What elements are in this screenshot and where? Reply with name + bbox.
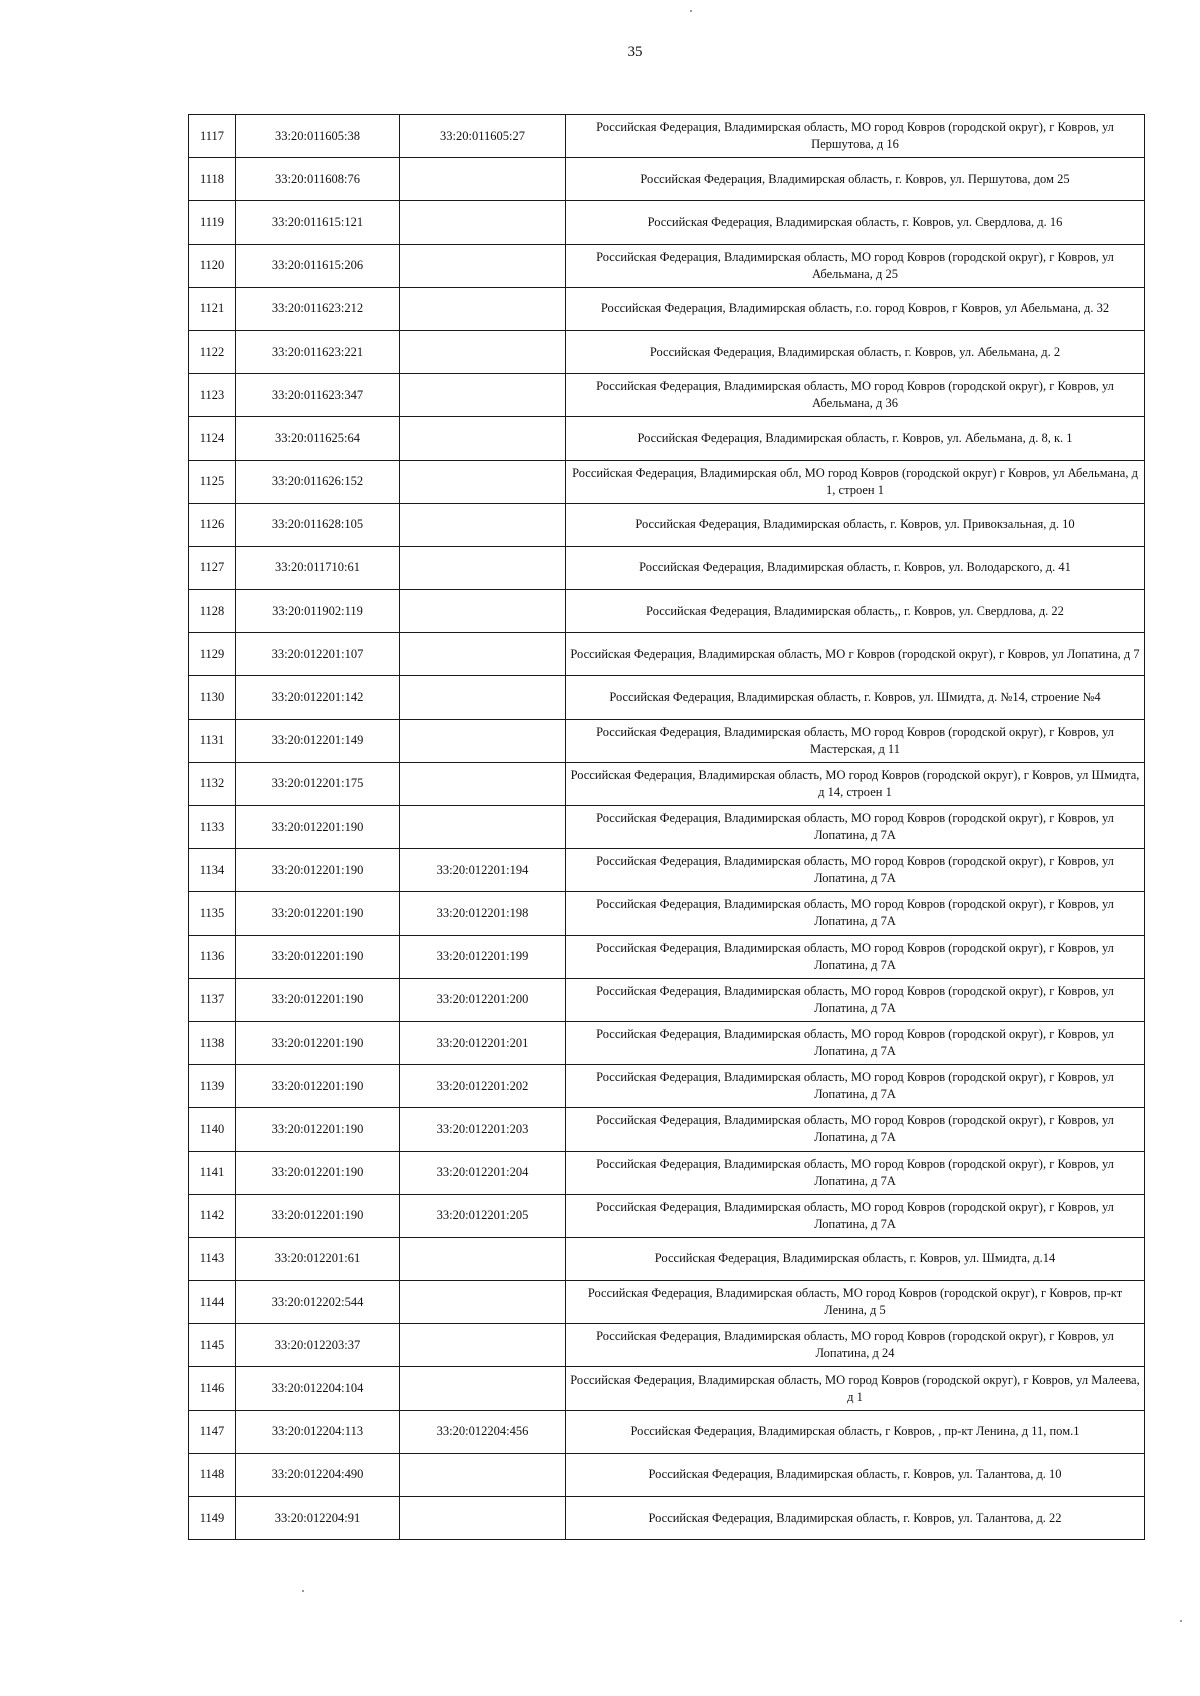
cadastral-number: 33:20:012201:107	[236, 633, 400, 676]
address: Российская Федерация, Владимирская область,, г. Ковров, ул. Свердлова, д. 22	[566, 590, 1145, 633]
address: Российская Федерация, Владимирская область, г. Ковров, ул. Свердлова, д. 16	[566, 201, 1145, 244]
address: Российская Федерация, Владимирская область, г.о. город Ковров, г Ковров, ул Абельмана, д. 32	[566, 287, 1145, 330]
cadastral-number: 33:20:012201:190	[236, 806, 400, 849]
cadastral-number: 33:20:011628:105	[236, 503, 400, 546]
row-number: 1123	[189, 374, 236, 417]
row-number: 1148	[189, 1453, 236, 1496]
address: Российская Федерация, Владимирская область, г. Ковров, ул. Шмидта, д. №14, строение №4	[566, 676, 1145, 719]
row-number: 1137	[189, 978, 236, 1021]
table-row	[189, 1108, 1145, 1151]
table-row	[189, 546, 1145, 589]
address: Российская Федерация, Владимирская область, МО город Ковров (городской округ), г Ковров, ул Абельмана, д 36	[566, 374, 1145, 417]
table-row	[189, 374, 1145, 417]
row-number: 1126	[189, 503, 236, 546]
address: Российская Федерация, Владимирская область, МО город Ковров (городской округ), г Ковров, ул Абельмана, д 25	[566, 244, 1145, 287]
table-row	[189, 330, 1145, 373]
table-row	[189, 1324, 1145, 1367]
row-number: 1125	[189, 460, 236, 503]
row-number: 1129	[189, 633, 236, 676]
address: Российская Федерация, Владимирская область, МО город Ковров (городской округ), г Ковров, ул Лопатина, д 7А	[566, 1108, 1145, 1151]
row-number: 1133	[189, 806, 236, 849]
related-cadastral-number: 33:20:011605:27	[400, 115, 566, 158]
cadastral-number: 33:20:011623:221	[236, 330, 400, 373]
related-cadastral-number: 33:20:012201:199	[400, 935, 566, 978]
row-number: 1127	[189, 546, 236, 589]
related-cadastral-number	[400, 201, 566, 244]
row-number: 1117	[189, 115, 236, 158]
row-number: 1121	[189, 287, 236, 330]
row-number: 1128	[189, 590, 236, 633]
related-cadastral-number	[400, 503, 566, 546]
row-number: 1122	[189, 330, 236, 373]
cadastral-number: 33:20:011902:119	[236, 590, 400, 633]
address: Российская Федерация, Владимирская область, МО город Ковров (городской округ), г Ковров, ул Малеева, д 1	[566, 1367, 1145, 1410]
table-row	[189, 115, 1145, 158]
table-row	[189, 676, 1145, 719]
table-row	[189, 978, 1145, 1021]
address: Российская Федерация, Владимирская область, МО город Ковров (городской округ), г Ковров, ул Лопатина, д 7А	[566, 1021, 1145, 1064]
table-row	[189, 1021, 1145, 1064]
cadastral-number: 33:20:011625:64	[236, 417, 400, 460]
cadastral-number: 33:20:012201:190	[236, 1065, 400, 1108]
related-cadastral-number	[400, 633, 566, 676]
related-cadastral-number: 33:20:012201:198	[400, 892, 566, 935]
table-row	[189, 719, 1145, 762]
address: Российская Федерация, Владимирская область, МО город Ковров (городской округ), г Ковров, ул Лопатина, д 7А	[566, 1065, 1145, 1108]
related-cadastral-number: 33:20:012201:204	[400, 1151, 566, 1194]
cadastral-number: 33:20:012201:190	[236, 1151, 400, 1194]
row-number: 1124	[189, 417, 236, 460]
row-number: 1146	[189, 1367, 236, 1410]
related-cadastral-number: 33:20:012201:200	[400, 978, 566, 1021]
address: Российская Федерация, Владимирская область, МО город Ковров (городской округ), г Ковров, ул Лопатина, д 7А	[566, 935, 1145, 978]
table-row	[189, 201, 1145, 244]
address: Российская Федерация, Владимирская область, МО город Ковров (городской округ), г Ковров, ул Лопатина, д 7А	[566, 1194, 1145, 1237]
cadastral-number: 33:20:012204:104	[236, 1367, 400, 1410]
row-number: 1135	[189, 892, 236, 935]
row-number: 1131	[189, 719, 236, 762]
address: Российская Федерация, Владимирская область, МО город Ковров (городской округ), г Ковров, ул Лопатина, д 7А	[566, 1151, 1145, 1194]
related-cadastral-number	[400, 719, 566, 762]
registry-table	[188, 114, 1145, 1540]
cadastral-number: 33:20:012203:37	[236, 1324, 400, 1367]
row-number: 1138	[189, 1021, 236, 1064]
address: Российская Федерация, Владимирская область, МО город Ковров (городской округ), г Ковров, пр-кт Ленина, д 5	[566, 1281, 1145, 1324]
cadastral-number: 33:20:012201:190	[236, 978, 400, 1021]
table-row	[189, 806, 1145, 849]
cadastral-number: 33:20:012201:149	[236, 719, 400, 762]
table-row	[189, 762, 1145, 805]
address: Российская Федерация, Владимирская область, МО город Ковров (городской округ), г Ковров, ул Шмидта, д 14, строен 1	[566, 762, 1145, 805]
cadastral-number: 33:20:012204:113	[236, 1410, 400, 1453]
related-cadastral-number	[400, 287, 566, 330]
address: Российская Федерация, Владимирская область, г. Ковров, ул. Володарского, д. 41	[566, 546, 1145, 589]
table-row	[189, 892, 1145, 935]
cadastral-number: 33:20:012201:190	[236, 1108, 400, 1151]
address: Российская Федерация, Владимирская область, г. Ковров, ул. Абельмана, д. 2	[566, 330, 1145, 373]
related-cadastral-number: 33:20:012201:205	[400, 1194, 566, 1237]
table-row	[189, 1367, 1145, 1410]
related-cadastral-number	[400, 762, 566, 805]
address: Российская Федерация, Владимирская обл, МО город Ковров (городской округ) г Ковров, ул Абельмана, д 1, строен 1	[566, 460, 1145, 503]
row-number: 1140	[189, 1108, 236, 1151]
address: Российская Федерация, Владимирская область, МО город Ковров (городской округ), г Ковров, ул Лопатина, д 7А	[566, 892, 1145, 935]
table-row	[189, 417, 1145, 460]
related-cadastral-number	[400, 460, 566, 503]
cadastral-number: 33:20:011623:347	[236, 374, 400, 417]
cadastral-number: 33:20:012204:490	[236, 1453, 400, 1496]
row-number: 1130	[189, 676, 236, 719]
related-cadastral-number	[400, 1237, 566, 1280]
address: Российская Федерация, Владимирская область, МО г Ковров (городской округ), г Ковров, ул Лопатина, д 7	[566, 633, 1145, 676]
cadastral-number: 33:20:012202:544	[236, 1281, 400, 1324]
related-cadastral-number	[400, 244, 566, 287]
address: Российская Федерация, Владимирская область, МО город Ковров (городской округ), г Ковров, ул Лопатина, д 7А	[566, 849, 1145, 892]
address: Российская Федерация, Владимирская область, г. Ковров, ул. Шмидта, д.14	[566, 1237, 1145, 1280]
row-number: 1143	[189, 1237, 236, 1280]
related-cadastral-number	[400, 158, 566, 201]
related-cadastral-number: 33:20:012201:203	[400, 1108, 566, 1151]
cadastral-number: 33:20:011605:38	[236, 115, 400, 158]
table-row	[189, 1410, 1145, 1453]
related-cadastral-number	[400, 1367, 566, 1410]
related-cadastral-number	[400, 590, 566, 633]
row-number: 1136	[189, 935, 236, 978]
related-cadastral-number	[400, 806, 566, 849]
related-cadastral-number	[400, 1453, 566, 1496]
row-number: 1141	[189, 1151, 236, 1194]
table-row	[189, 503, 1145, 546]
table-row	[189, 244, 1145, 287]
row-number: 1149	[189, 1497, 236, 1540]
related-cadastral-number	[400, 417, 566, 460]
row-number: 1144	[189, 1281, 236, 1324]
registry-body	[189, 115, 1145, 1540]
cadastral-number: 33:20:012201:61	[236, 1237, 400, 1280]
cadastral-number: 33:20:012201:175	[236, 762, 400, 805]
scan-speck	[302, 1590, 304, 1592]
cadastral-number: 33:20:011608:76	[236, 158, 400, 201]
cadastral-number: 33:20:011626:152	[236, 460, 400, 503]
address: Российская Федерация, Владимирская область, г. Ковров, ул. Талантова, д. 22	[566, 1497, 1145, 1540]
row-number: 1118	[189, 158, 236, 201]
address: Российская Федерация, Владимирская область, МО город Ковров (городской округ), г Ковров, ул Мастерская, д 11	[566, 719, 1145, 762]
table-row	[189, 287, 1145, 330]
table-row	[189, 849, 1145, 892]
table-row	[189, 1065, 1145, 1108]
cadastral-number: 33:20:012201:142	[236, 676, 400, 719]
related-cadastral-number	[400, 1497, 566, 1540]
row-number: 1139	[189, 1065, 236, 1108]
row-number: 1120	[189, 244, 236, 287]
table-row	[189, 1497, 1145, 1540]
cadastral-number: 33:20:012201:190	[236, 849, 400, 892]
row-number: 1119	[189, 201, 236, 244]
address: Российская Федерация, Владимирская область, г. Ковров, ул. Привокзальная, д. 10	[566, 503, 1145, 546]
cadastral-number: 33:20:011623:212	[236, 287, 400, 330]
related-cadastral-number: 33:20:012204:456	[400, 1410, 566, 1453]
scan-speck	[1180, 1620, 1182, 1622]
table-row	[189, 1151, 1145, 1194]
table-row	[189, 1453, 1145, 1496]
cadastral-number: 33:20:012201:190	[236, 1021, 400, 1064]
table-row	[189, 158, 1145, 201]
table-row	[189, 1237, 1145, 1280]
cadastral-number: 33:20:011615:121	[236, 201, 400, 244]
row-number: 1147	[189, 1410, 236, 1453]
address: Российская Федерация, Владимирская область, МО город Ковров (городской округ), г Ковров, ул Лопатина, д 24	[566, 1324, 1145, 1367]
related-cadastral-number	[400, 374, 566, 417]
cadastral-number: 33:20:012204:91	[236, 1497, 400, 1540]
related-cadastral-number: 33:20:012201:194	[400, 849, 566, 892]
table-row	[189, 590, 1145, 633]
cadastral-number: 33:20:011615:206	[236, 244, 400, 287]
page-number: 35	[627, 44, 643, 60]
related-cadastral-number: 33:20:012201:201	[400, 1021, 566, 1064]
table-row	[189, 633, 1145, 676]
address: Российская Федерация, Владимирская область, г. Ковров, ул. Талантова, д. 10	[566, 1453, 1145, 1496]
row-number: 1145	[189, 1324, 236, 1367]
cadastral-number: 33:20:012201:190	[236, 892, 400, 935]
related-cadastral-number	[400, 676, 566, 719]
address: Российская Федерация, Владимирская область, МО город Ковров (городской округ), г Ковров, ул Лопатина, д 7А	[566, 978, 1145, 1021]
scan-speck	[690, 10, 692, 12]
table-row	[189, 1281, 1145, 1324]
table-row	[189, 935, 1145, 978]
table-row	[189, 1194, 1145, 1237]
related-cadastral-number	[400, 1281, 566, 1324]
row-number: 1142	[189, 1194, 236, 1237]
cadastral-number: 33:20:011710:61	[236, 546, 400, 589]
address: Российская Федерация, Владимирская область, МО город Ковров (городской округ), г Ковров, ул Лопатина, д 7А	[566, 806, 1145, 849]
related-cadastral-number	[400, 546, 566, 589]
row-number: 1134	[189, 849, 236, 892]
address: Российская Федерация, Владимирская область, г Ковров, , пр-кт Ленина, д 11, пом.1	[566, 1410, 1145, 1453]
address: Российская Федерация, Владимирская область, МО город Ковров (городской округ), г Ковров, ул Першутова, д 16	[566, 115, 1145, 158]
related-cadastral-number: 33:20:012201:202	[400, 1065, 566, 1108]
cadastral-number: 33:20:012201:190	[236, 935, 400, 978]
address: Российская Федерация, Владимирская область, г. Ковров, ул. Абельмана, д. 8, к. 1	[566, 417, 1145, 460]
cadastral-number: 33:20:012201:190	[236, 1194, 400, 1237]
address: Российская Федерация, Владимирская область, г. Ковров, ул. Першутова, дом 25	[566, 158, 1145, 201]
table-row	[189, 460, 1145, 503]
row-number: 1132	[189, 762, 236, 805]
related-cadastral-number	[400, 330, 566, 373]
related-cadastral-number	[400, 1324, 566, 1367]
